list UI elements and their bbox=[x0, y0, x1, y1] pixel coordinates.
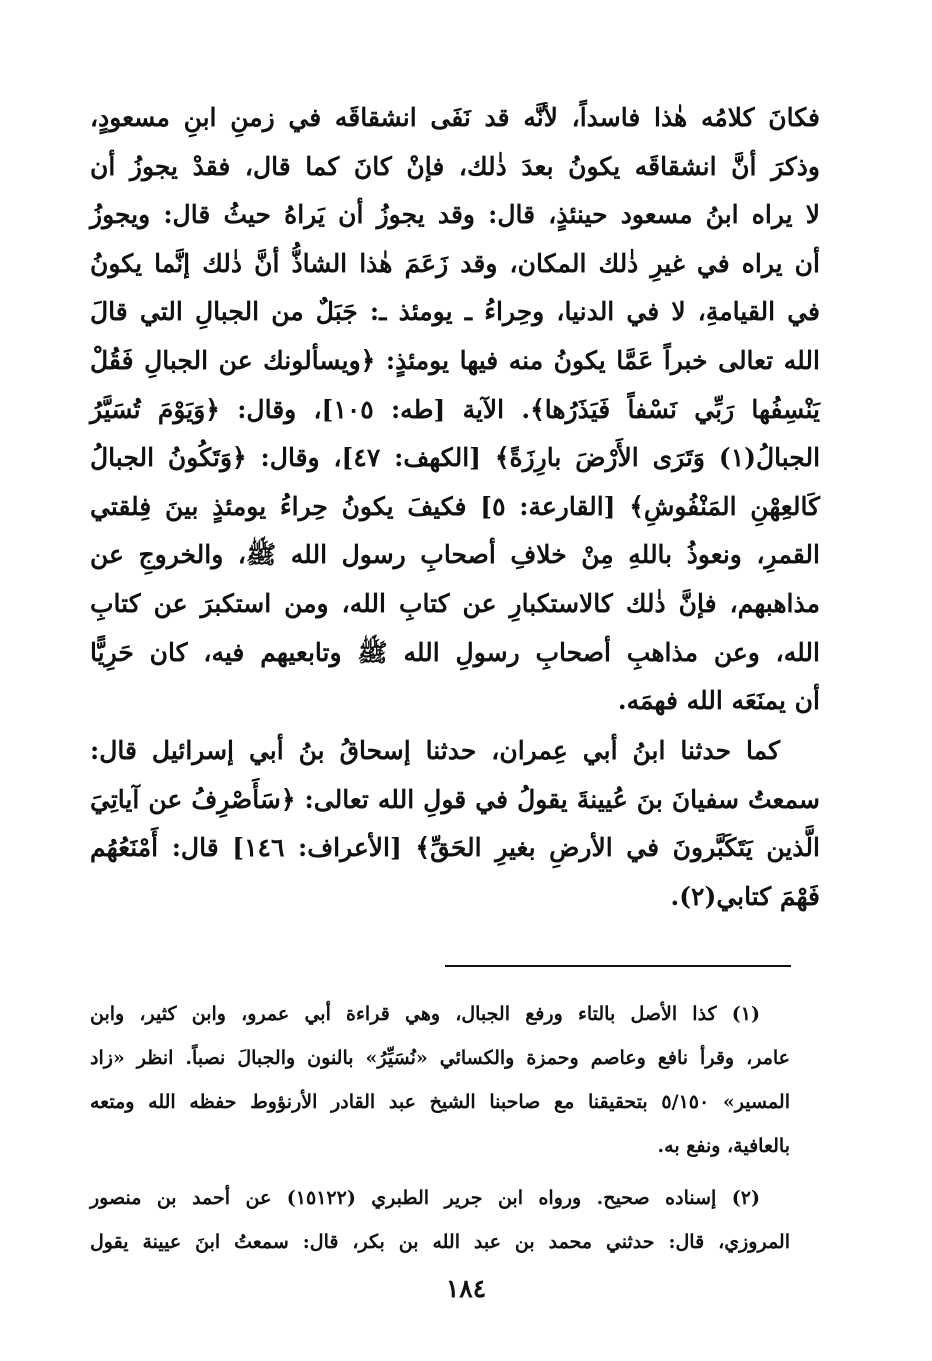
footnote-line: المسير» ٥/١٥٠ بتحقيقنا مع صاحبنا الشيخ عبد القادر الأرنؤوط حفظه الله ومتعه bbox=[90, 1091, 790, 1113]
second-paragraph bbox=[90, 727, 820, 921]
text-line: وذكرَ أنَّ انشقاقَه يكونُ بعدَ ذٰلك، فإنْ كانَ كما قال، فقدْ يجوزُ أن bbox=[90, 151, 820, 181]
text-line: الله تعالى خبراً عَمَّا يكونُ منه فيها يومئذٍ: ﴿ويسألونك عن الجبالِ فَقُلْ bbox=[90, 345, 820, 375]
footnote-1 bbox=[90, 992, 790, 1168]
text-line: في القيامةِ، لا في الدنيا، وحِراءُ ـ يومئذ ـ: جَبَلٌ من الجبالِ التي قالَ bbox=[90, 297, 820, 327]
page-number: ١٨٤ bbox=[445, 1274, 487, 1303]
text-line: الجبالُ(١) وَتَرَى الأَرْضَ بارِزَةً﴾ [الكهف: ٤٧]، وقال: ﴿وَتَكُونُ الجبالُ bbox=[90, 443, 821, 473]
footnotes bbox=[90, 992, 790, 1264]
text-line: فكانَ كلامُه هٰذا فاسداً، لأنَّه قد نَفَى انشقاقَه في زمنِ ابنِ مسعودٍ، bbox=[90, 103, 820, 132]
text-line: أن يراه في غيرِ ذٰلك المكان، وقد زَعَمَ هٰذا الشاذُّ أنَّ ذٰلك إنَّما يكونُ bbox=[90, 248, 820, 278]
text-line: فَهْمَ كتابي(٢). bbox=[670, 881, 820, 911]
text-line: كما حدثنا ابنُ أبي عِمران، حدثنا إسحاقُ بنُ أبي إسرائيل قال: bbox=[90, 736, 780, 765]
text-line: يَنْسِفُها رَبِّي نَسْفاً فَيَذَرُها﴾. الآية [طه: ١٠٥]، وقال: ﴿وَيَوْمَ تُسَيَّرُ bbox=[90, 394, 820, 424]
text-line: القمرِ، ونعوذُ باللهِ مِنْ خلافِ أصحابِ رسول الله ﷺ، والخروجِ عن bbox=[90, 540, 820, 570]
text-line: الله، وعن مذاهبِ أصحابِ رسولِ الله ﷺ وتابعيهم فيه، كان حَرِيًّا bbox=[90, 637, 820, 667]
footnote-line: بالعافية، ونفع به. bbox=[657, 1135, 790, 1157]
text-line: أن يمنَعَه الله فهمَه. bbox=[617, 686, 820, 716]
text-line: لا يراه ابنُ مسعود حينئذٍ، قال: وقد يجوزُ أن يَراهُ حيثُ قال: ويجوزُ bbox=[90, 200, 820, 230]
footnote-2 bbox=[90, 1176, 790, 1264]
text-line: الَّذين يَتَكَبَّرونَ في الأرضِ بغيرِ الحَقِّ﴾ [الأعراف: ١٤٦] قال: أَمْنَعُهُم bbox=[90, 833, 820, 863]
text-line: مذاهبهم، فإنَّ ذٰلك كالاستكبارِ عن كتابِ الله، ومن استكبرَ عن كتابِ bbox=[90, 588, 820, 618]
footnote-separator bbox=[445, 965, 791, 967]
footnote-line: (١) كذا الأصل بالتاء ورفع الجبال، وهي قراءة أبي عمرو، وابن كثير، وابن bbox=[90, 1003, 760, 1025]
text-line: سمعتُ سفيانَ بنَ عُيينةَ يقولُ في قولِ الله تعالى: ﴿سَأَصْرِفُ عن آياتِيَ bbox=[90, 784, 820, 814]
footnote-line: عامر، وقرأ نافع وعاصم وحمزة والكسائي «نُسَيِّرُ» بالنون والجبالَ نصباً. انظر «زاد bbox=[90, 1047, 790, 1069]
text-line: كَالعِهْنِ المَنْفُوشِ﴾ [القارعة: ٥] فكيفَ يكونُ حِراءُ يومئذٍ بينَ فِلقتي bbox=[90, 491, 820, 521]
footnote-line: المروزي، قال: حدثني محمد بن عبد الله بن بكر، قال: سمعتُ ابنَ عيينة يقول bbox=[90, 1231, 790, 1253]
main-paragraph bbox=[90, 94, 820, 726]
footnote-line: (٢) إسناده صحيح. ورواه ابن جرير الطبري (١٥١٢٢) عن أحمد بن منصور bbox=[90, 1187, 760, 1209]
